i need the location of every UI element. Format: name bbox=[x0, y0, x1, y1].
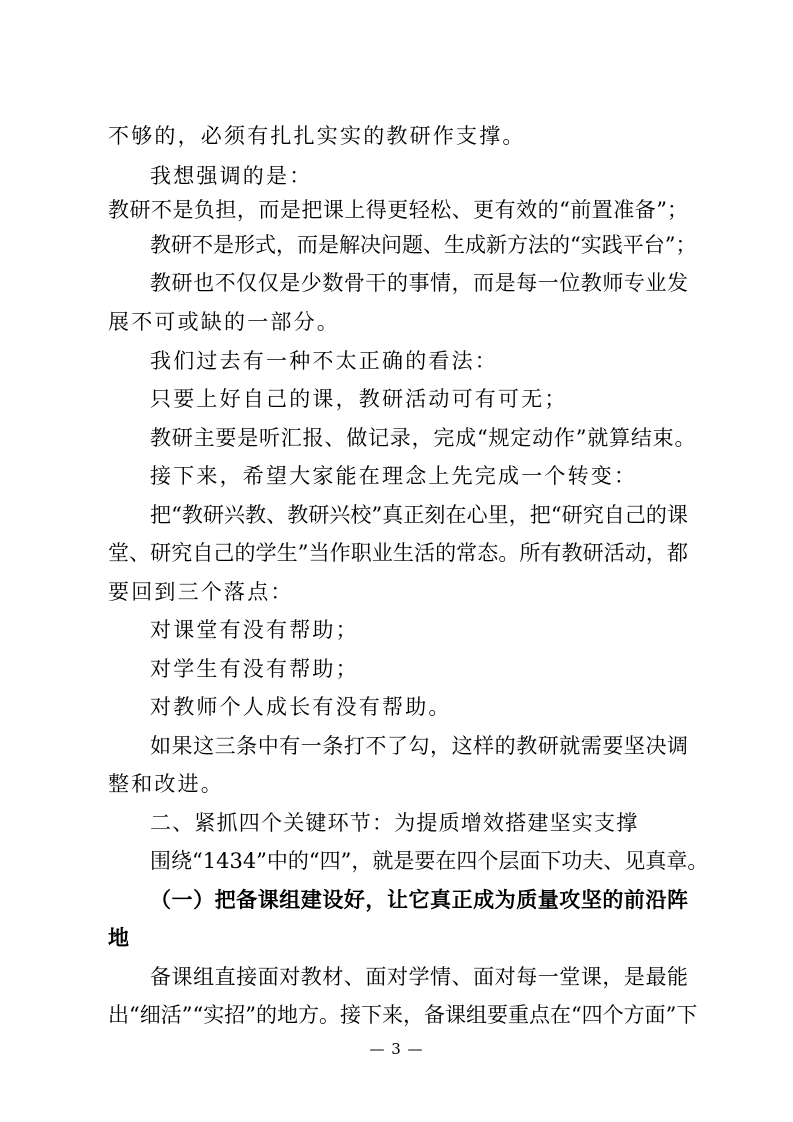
page-number: — 3 — bbox=[369, 1040, 424, 1058]
body-line: 教研主要是听汇报、做记录，完成“规定动作”就算结束。 bbox=[150, 426, 697, 450]
body-line: 如果这三条中有一条打不了勾，这样的教研就需要坚决调 bbox=[150, 734, 688, 758]
body-line: 不够的，必须有扎扎实实的教研作支撑。 bbox=[108, 124, 526, 148]
body-line: 教研不是形式，而是解决问题、生成新方法的“实践平台”； bbox=[150, 233, 697, 257]
body-line: 要回到三个落点： bbox=[108, 580, 294, 604]
body-line: 教研也不仅仅是少数骨干的事情，而是每一位教师专业发 bbox=[150, 271, 688, 295]
body-line: 只要上好自己的课，教研活动可有可无； bbox=[150, 387, 568, 411]
body-line: 把“教研兴教、教研兴校”真正刻在心里，把“研究自己的课 bbox=[150, 503, 688, 527]
body-line: 对教师个人成长有没有帮助。 bbox=[150, 695, 452, 719]
body-line: 展不可或缺的一部分。 bbox=[108, 310, 340, 334]
body-line: 接下来，希望大家能在理念上先完成一个转变： bbox=[150, 464, 638, 488]
body-line: 教研不是负担，而是把课上得更轻松、更有效的“前置准备”； bbox=[108, 198, 688, 222]
subsection-heading: （一）把备课组建设好，让它真正成为质量攻坚的前沿阵 bbox=[150, 887, 688, 912]
body-line: 对学生有没有帮助； bbox=[150, 657, 359, 681]
body-line: 对课堂有没有帮助； bbox=[150, 618, 359, 642]
body-line: 围绕“1434”中的“四”，就是要在四个层面下功夫、见真章。 bbox=[150, 849, 709, 873]
section-heading: 二、紧抓四个关键环节：为提质增效搭建坚实支撑 bbox=[150, 811, 639, 835]
body-line: 堂、研究自己的学生”当作职业生活的常态。所有教研活动，都 bbox=[108, 541, 688, 565]
subsection-heading-cont: 地 bbox=[108, 925, 132, 950]
body-line: 备课组直接面对教材、面对学情、面对每一堂课，是最能 bbox=[150, 965, 688, 989]
body-line: 出“细活”“实招”的地方。接下来，备课组要重点在“四个方面”下 bbox=[108, 1003, 698, 1027]
body-line: 我们过去有一种不太正确的看法： bbox=[150, 349, 498, 373]
body-line: 整和改进。 bbox=[108, 772, 224, 796]
body-line: 我想强调的是： bbox=[150, 164, 313, 188]
